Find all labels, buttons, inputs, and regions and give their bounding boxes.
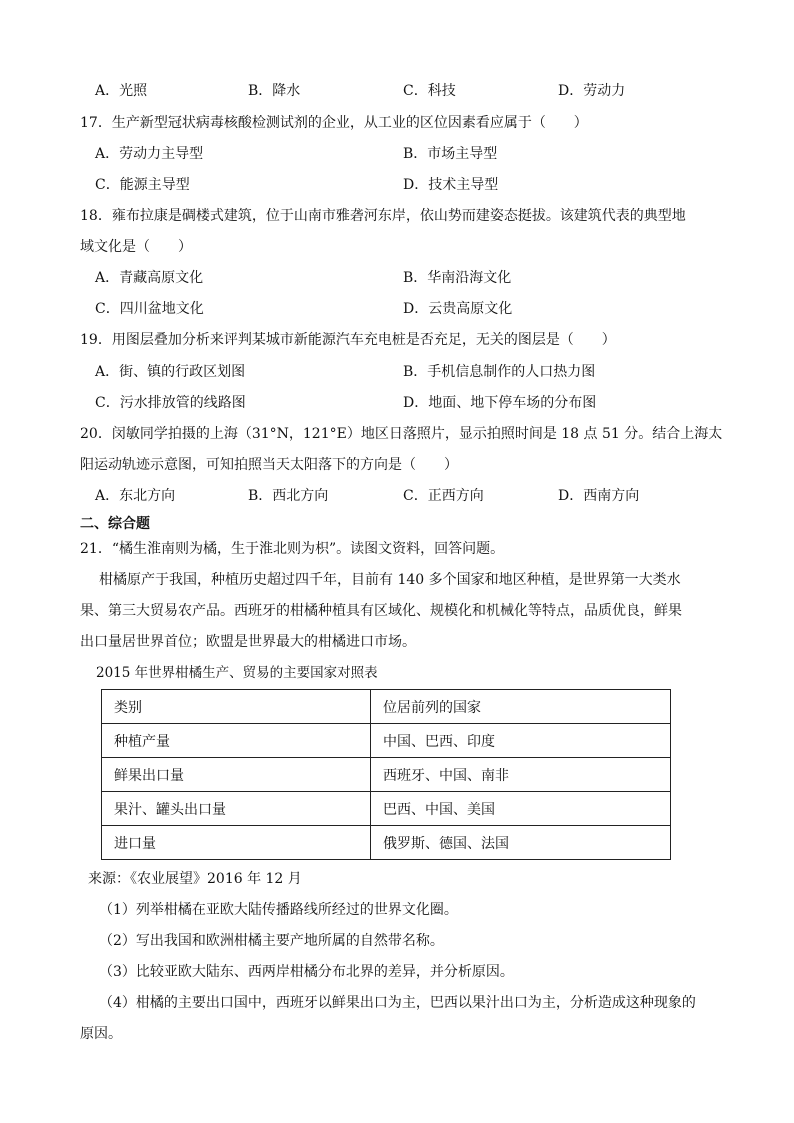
q21-paragraph-line3: 出口量居世界首位；欧盟是世界最大的柑橘进口市场。: [80, 634, 416, 650]
q18-option-c: C．四川盆地文化: [95, 301, 204, 317]
q21-sub2: （2）写出我国和欧洲柑橘主要产地所属的自然带名称。: [99, 933, 444, 949]
q21-paragraph-line1: 柑橘原产于我国，种植历史超过四千年，目前有 140 多个国家和地区种植，是世界第一大类水: [99, 572, 681, 588]
q17-stem: 17．生产新型冠状病毒核酸检测试剂的企业，从工业的区位因素看应属于（ ）: [80, 115, 588, 131]
q21-paragraph-line2: 果、第三大贸易农产品。西班牙的柑橘种植具有区域化、规模化和机械化等特点，品质优良，鲜果: [80, 603, 682, 619]
table-cell: 西班牙、中国、南非: [371, 758, 671, 792]
q17-option-c: C．能源主导型: [95, 177, 190, 193]
table-header-row: [102, 690, 671, 724]
q20-option-c: C．正西方向: [403, 488, 484, 504]
q21-sub1: （1）列举柑橘在亚欧大陆传播路线所经过的世界文化圈。: [99, 902, 458, 918]
q21-stem: 21．“橘生淮南则为橘，生于淮北则为枳”。读图文资料，回答问题。: [80, 541, 505, 557]
table-cell: 中国、巴西、印度: [371, 724, 671, 758]
q18-option-d: D．云贵高原文化: [403, 301, 513, 317]
q18-option-a: A．青藏高原文化: [95, 270, 204, 286]
table-cell: 果汁、罐头出口量: [102, 792, 371, 826]
table-row: [102, 758, 671, 792]
q16-option-c: C．科技: [403, 83, 456, 99]
q20-option-a: A．东北方向: [95, 488, 176, 504]
q20-stem-line1: 20．闵敏同学拍摄的上海（31°N，121°E）地区日落照片，显示拍照时间是 18 点 51 分。结合上海太: [80, 426, 723, 442]
q20-option-b: B．西北方向: [248, 488, 329, 504]
q21-sub4-line2: 原因。: [80, 1026, 122, 1042]
table-source: 来源：《农业展望》2016 年 12 月: [88, 871, 302, 887]
q17-option-a: A．劳动力主导型: [95, 146, 204, 162]
table-cell: 鲜果出口量: [102, 758, 371, 792]
section-title: 二、综合题: [80, 516, 150, 532]
q16-option-b: B．降水: [248, 83, 301, 99]
q19-stem: 19．用图层叠加分析来评判某城市新能源汽车充电桩是否充足，无关的图层是（ ）: [80, 332, 616, 348]
q16-option-a: A．光照: [95, 83, 148, 99]
q17-option-b: B．市场主导型: [403, 146, 498, 162]
table-header-cell: 位居前列的国家: [371, 690, 671, 724]
table-cell: 种植产量: [102, 724, 371, 758]
q20-stem-line2: 阳运动轨迹示意图，可知拍照当天太阳落下的方向是（ ）: [80, 457, 458, 473]
table-row: [102, 724, 671, 758]
q16-option-d: D．劳动力: [558, 83, 626, 99]
q21-sub3: （3）比较亚欧大陆东、西两岸柑橘分布北界的差异，并分析原因。: [99, 964, 514, 980]
q19-option-c: C．污水排放管的线路图: [95, 395, 246, 411]
q18-option-b: B．华南沿海文化: [403, 270, 512, 286]
q19-option-b: B．手机信息制作的人口热力图: [403, 364, 596, 380]
table-row: [102, 792, 671, 826]
table-title: 2015 年世界柑橘生产、贸易的主要国家对照表: [96, 665, 378, 681]
table-cell: 巴西、中国、美国: [371, 792, 671, 826]
q19-option-a: A．街、镇的行政区划图: [95, 364, 246, 380]
q21-sub4-line1: （4）柑橘的主要出口国中，西班牙以鲜果出口为主，巴西以果汁出口为主，分析造成这种现象的: [99, 995, 696, 1011]
q20-option-d: D．西南方向: [558, 488, 640, 504]
table-row: [102, 826, 671, 860]
q17-option-d: D．技术主导型: [403, 177, 499, 193]
table-cell: 进口量: [102, 826, 371, 860]
table-cell: 俄罗斯、德国、法国: [371, 826, 671, 860]
q18-stem-line2: 域文化是（ ）: [80, 239, 192, 255]
q19-option-d: D．地面、地下停车场的分布图: [403, 395, 597, 411]
citrus-table: [101, 689, 671, 860]
table-header-cell: 类别: [102, 690, 371, 724]
q18-stem-line1: 18．雍布拉康是碉楼式建筑，位于山南市雅砻河东岸，依山势而建姿态挺拔。该建筑代表的典型地: [80, 208, 686, 224]
